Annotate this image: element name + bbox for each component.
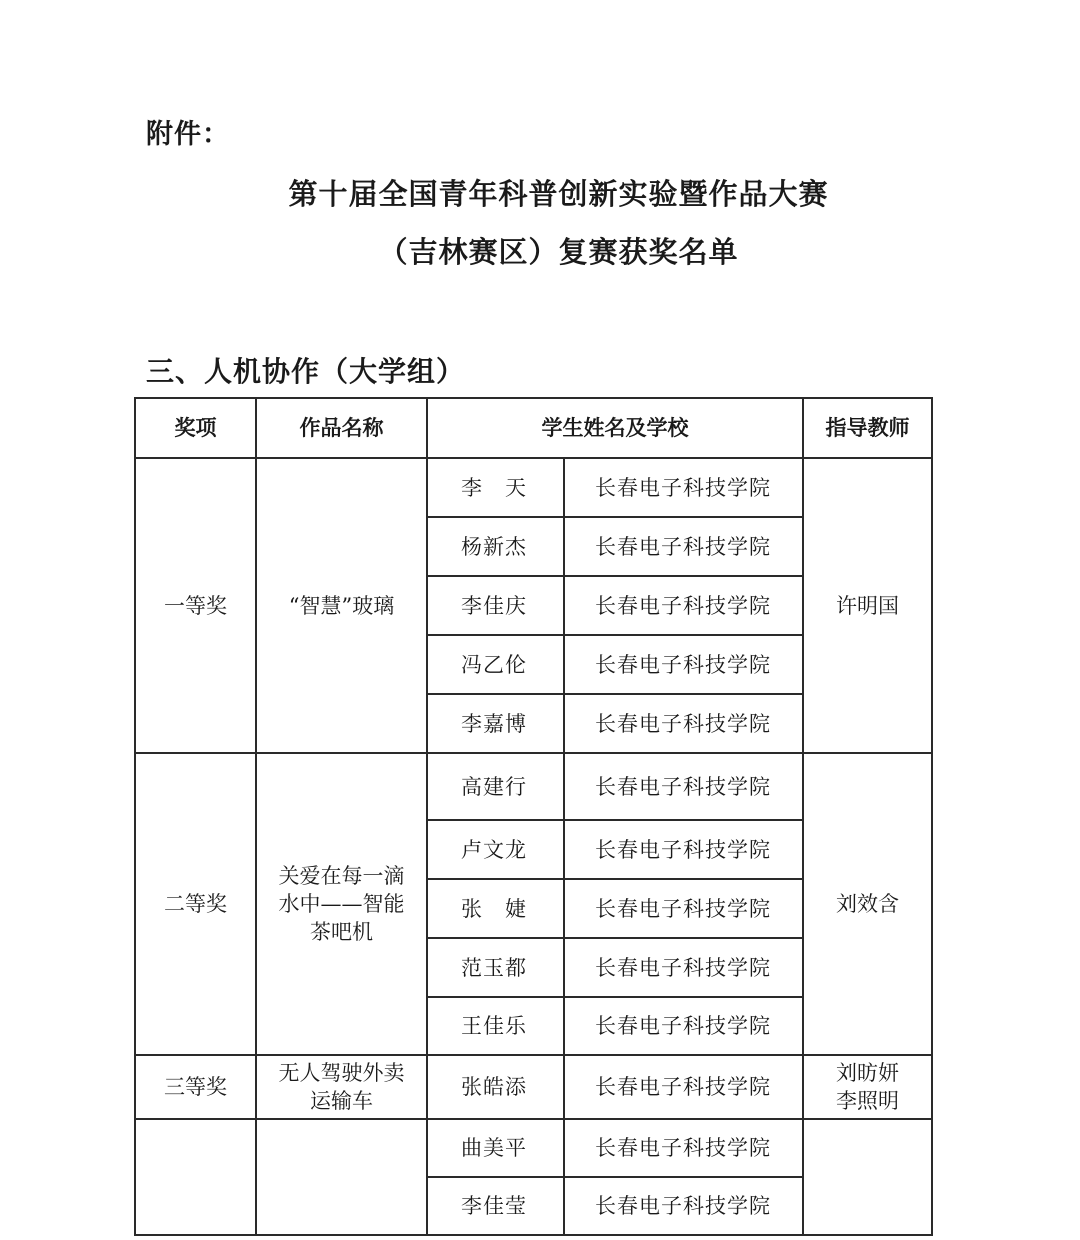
award-cell: 三等奖: [135, 1055, 256, 1119]
student-school-cell: 长春电子科技学院: [564, 879, 803, 938]
section-heading: 三、人机协作（大学组）: [146, 355, 466, 388]
student-name-cell: 张皓添: [427, 1055, 564, 1119]
student-name-cell: 范玉都: [427, 938, 564, 997]
student-name-cell: 杨新杰: [427, 517, 564, 576]
teacher-cell: 刘昉妍 李照明: [803, 1055, 932, 1119]
table-row: [135, 1055, 932, 1119]
student-name-cell: 李佳莹: [427, 1177, 564, 1235]
work-title-cell: 无人驾驶外卖 运输车: [256, 1055, 427, 1119]
student-school-cell: 长春电子科技学院: [564, 576, 803, 635]
award-cell: [135, 1119, 256, 1235]
document-title-line-1: 第十届全国青年科普创新实验暨作品大赛: [288, 177, 829, 211]
student-school-cell: 长春电子科技学院: [564, 938, 803, 997]
student-school-cell: 长春电子科技学院: [564, 1177, 803, 1235]
header-work: 作品名称: [256, 398, 427, 458]
teacher-cell: [803, 1119, 932, 1235]
student-name-cell: 李 天: [427, 458, 564, 517]
student-name-cell: 高建行: [427, 753, 564, 820]
teacher-cell: 刘效含: [803, 753, 932, 1055]
student-name-cell: 卢文龙: [427, 820, 564, 879]
student-name-cell: 李嘉博: [427, 694, 564, 753]
student-name-cell: 张 婕: [427, 879, 564, 938]
header-students: 学生姓名及学校: [427, 398, 803, 458]
header-teacher: 指导教师: [803, 398, 932, 458]
student-school-cell: 长春电子科技学院: [564, 458, 803, 517]
work-title-cell: “智慧”玻璃: [256, 458, 427, 753]
student-school-cell: 长春电子科技学院: [564, 820, 803, 879]
attachment-label: 附件：: [146, 119, 230, 150]
student-school-cell: 长春电子科技学院: [564, 1119, 803, 1177]
award-cell: 一等奖: [135, 458, 256, 753]
student-school-cell: 长春电子科技学院: [564, 694, 803, 753]
header-award: 奖项: [135, 398, 256, 458]
teacher-cell: 许明国: [803, 458, 932, 753]
document-title-line-2: （吉林赛区）复赛获奖名单: [378, 235, 739, 269]
work-title-cell: [256, 1119, 427, 1235]
student-school-cell: 长春电子科技学院: [564, 517, 803, 576]
student-name-cell: 曲美平: [427, 1119, 564, 1177]
student-name-cell: 冯乙伦: [427, 635, 564, 694]
student-name-cell: 李佳庆: [427, 576, 564, 635]
student-name-cell: 王佳乐: [427, 997, 564, 1055]
table-header-row: [135, 398, 932, 458]
student-school-cell: 长春电子科技学院: [564, 997, 803, 1055]
awards-table: [134, 397, 933, 1236]
award-cell: 二等奖: [135, 753, 256, 1055]
table-row: [135, 1119, 932, 1177]
student-school-cell: 长春电子科技学院: [564, 753, 803, 820]
student-school-cell: 长春电子科技学院: [564, 1055, 803, 1119]
work-title-cell: 关爱在每一滴 水中——智能 茶吧机: [256, 753, 427, 1055]
student-school-cell: 长春电子科技学院: [564, 635, 803, 694]
table-row: [135, 753, 932, 820]
table-row: [135, 458, 932, 517]
